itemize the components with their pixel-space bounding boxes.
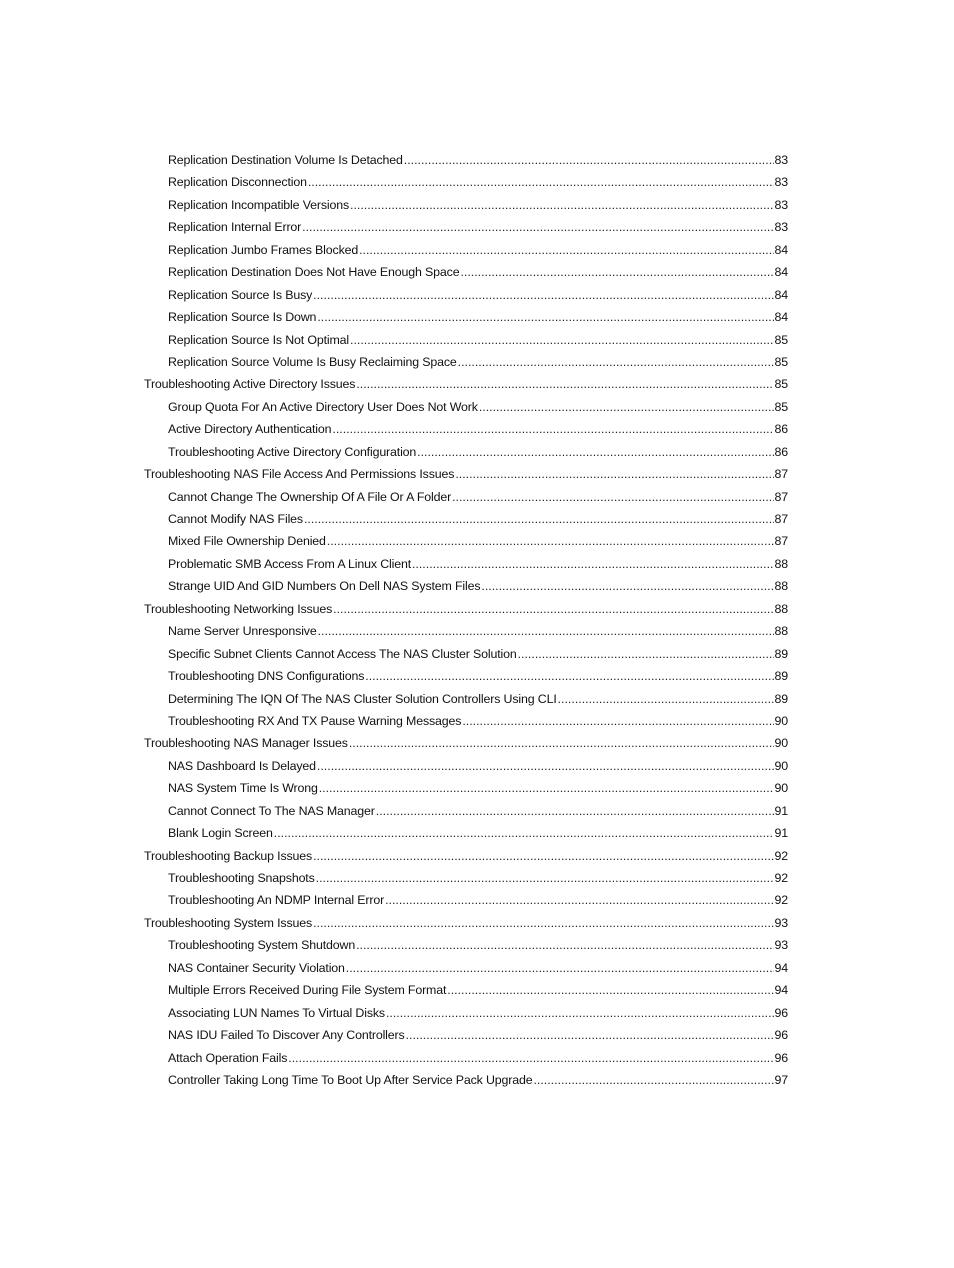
- toc-entry-page-number[interactable]: 84: [774, 265, 788, 280]
- toc-entry[interactable]: [0, 889, 788, 911]
- toc-entry-page-number[interactable]: 84: [774, 310, 788, 325]
- toc-leader-dots: [327, 530, 774, 552]
- toc-entry-page-number[interactable]: 85: [774, 354, 788, 369]
- toc-entry[interactable]: [0, 239, 788, 261]
- toc-leader-dots: [313, 284, 773, 306]
- toc-entry-title[interactable]: Replication Disconnection: [168, 171, 308, 193]
- toc-entry-page-number[interactable]: 92: [774, 848, 788, 863]
- toc-leader-dots: [317, 306, 773, 328]
- toc-entry[interactable]: [0, 732, 788, 754]
- toc-entry-page-number[interactable]: 86: [774, 444, 788, 459]
- toc-entry-title[interactable]: Troubleshooting An NDMP Internal Error: [168, 889, 385, 911]
- toc-entry[interactable]: [0, 1047, 788, 1069]
- toc-entry-title[interactable]: NAS Dashboard Is Delayed: [168, 755, 317, 777]
- toc-leader-dots: [460, 261, 773, 283]
- toc-entry-title[interactable]: Troubleshooting Networking Issues: [144, 598, 333, 620]
- toc-entry-page-number[interactable]: 91: [774, 803, 788, 818]
- toc-leader-dots: [349, 732, 774, 754]
- toc-leader-dots: [452, 486, 773, 508]
- toc-leader-dots: [274, 822, 774, 844]
- toc-leader-dots: [455, 463, 773, 485]
- toc-leader-dots: [518, 643, 774, 665]
- toc-entry-title[interactable]: Mixed File Ownership Denied: [168, 530, 327, 552]
- toc-entry-page-number[interactable]: 92: [774, 893, 788, 908]
- toc-entry-page-number[interactable]: 96: [774, 1005, 788, 1020]
- toc-entry-page-number[interactable]: 89: [774, 669, 788, 684]
- toc-entry-title[interactable]: Controller Taking Long Time To Boot Up After Service Pack Upgrade: [168, 1069, 533, 1091]
- toc-leader-dots: [376, 800, 774, 822]
- toc-entry-title[interactable]: Active Directory Authentication: [168, 418, 332, 440]
- toc-entry-page-number[interactable]: 84: [774, 242, 788, 257]
- toc-entry-title[interactable]: Troubleshooting Backup Issues: [144, 845, 313, 867]
- toc-leader-dots: [479, 396, 774, 418]
- toc-entry[interactable]: [0, 710, 788, 732]
- toc-entry-page-number[interactable]: 90: [774, 736, 788, 751]
- toc-leader-dots: [333, 598, 773, 620]
- toc-entry[interactable]: [0, 171, 788, 193]
- toc-entry-title[interactable]: Blank Login Screen: [168, 822, 274, 844]
- toc-leader-dots: [481, 575, 773, 597]
- toc-entry-title[interactable]: Specific Subnet Clients Cannot Access The NAS Cluster Solution: [168, 643, 518, 665]
- toc-leader-dots: [288, 1047, 773, 1069]
- toc-entry-title[interactable]: Replication Destination Volume Is Detached: [168, 149, 404, 171]
- toc-entry-title[interactable]: Determining The IQN Of The NAS Cluster Solution Controllers Using CLI: [168, 688, 558, 710]
- toc-entry-title[interactable]: Cannot Connect To The NAS Manager: [168, 800, 376, 822]
- toc-entry-title[interactable]: Troubleshooting Active Directory Configuration: [168, 441, 417, 463]
- toc-leader-dots: [558, 688, 774, 710]
- toc-entry[interactable]: [0, 261, 788, 283]
- toc-entry-page-number[interactable]: 91: [774, 826, 788, 841]
- toc-entry-page-number[interactable]: 86: [774, 422, 788, 437]
- toc-entry[interactable]: [0, 777, 788, 799]
- toc-entry-page-number[interactable]: 88: [774, 579, 788, 594]
- toc-leader-dots: [350, 194, 774, 216]
- toc-entry-title[interactable]: Cannot Modify NAS Files: [168, 508, 304, 530]
- toc-entry-page-number[interactable]: 94: [774, 960, 788, 975]
- toc-entry-page-number[interactable]: 84: [774, 287, 788, 302]
- toc-entry-page-number[interactable]: 85: [774, 332, 788, 347]
- toc-entry-title[interactable]: Replication Source Is Down: [168, 306, 317, 328]
- toc-leader-dots: [462, 710, 773, 732]
- toc-leader-dots: [346, 957, 774, 979]
- toc-leader-dots: [350, 329, 774, 351]
- toc-entry[interactable]: [0, 329, 788, 351]
- toc-leader-dots: [412, 553, 774, 575]
- toc-entry[interactable]: [0, 553, 788, 575]
- toc-entry[interactable]: [0, 1069, 788, 1091]
- toc-entry[interactable]: [0, 620, 788, 642]
- toc-entry-page-number[interactable]: 88: [774, 624, 788, 639]
- toc-entry[interactable]: [0, 216, 788, 238]
- toc-leader-dots: [356, 373, 773, 395]
- toc-entry[interactable]: [0, 598, 788, 620]
- toc-entry-page-number[interactable]: 96: [774, 1028, 788, 1043]
- toc-entry[interactable]: [0, 912, 788, 934]
- toc-entry-title[interactable]: Replication Incompatible Versions: [168, 194, 350, 216]
- toc-entry-page-number[interactable]: 83: [774, 197, 788, 212]
- toc-leader-dots: [533, 1069, 773, 1091]
- toc-entry[interactable]: [0, 396, 788, 418]
- toc-entry-title[interactable]: Replication Destination Does Not Have Enough Space: [168, 261, 460, 283]
- toc-leader-dots: [386, 1002, 774, 1024]
- toc-entry-page-number[interactable]: 85: [774, 399, 788, 414]
- toc-leader-dots: [318, 620, 774, 642]
- toc-entry-page-number[interactable]: 92: [774, 871, 788, 885]
- toc-entry-page-number[interactable]: 96: [774, 1050, 788, 1065]
- toc-entry[interactable]: [0, 149, 788, 171]
- toc-entry[interactable]: [0, 486, 788, 508]
- toc-entry-page-number[interactable]: 83: [774, 175, 788, 190]
- toc-entry[interactable]: [0, 822, 788, 844]
- toc-entry[interactable]: [0, 755, 788, 777]
- toc-entry-title[interactable]: Troubleshooting Snapshots: [168, 867, 316, 889]
- toc-entry-title[interactable]: Associating LUN Names To Virtual Disks: [168, 1002, 386, 1024]
- toc-entry[interactable]: [0, 463, 788, 485]
- toc-entry-page-number[interactable]: 87: [774, 512, 788, 526]
- toc-entry-title[interactable]: Replication Source Is Not Optimal: [168, 329, 350, 351]
- toc-entry-page-number[interactable]: 85: [774, 377, 788, 392]
- toc-leader-dots: [404, 149, 774, 171]
- toc-entry-title[interactable]: Attach Operation Fails: [168, 1047, 288, 1069]
- table-of-contents: [0, 149, 954, 1091]
- toc-leader-dots: [365, 665, 773, 687]
- toc-entry[interactable]: [0, 665, 788, 687]
- toc-entry-title[interactable]: Troubleshooting DNS Configurations: [168, 665, 365, 687]
- toc-entry[interactable]: [0, 1024, 788, 1046]
- toc-entry-page-number[interactable]: 90: [774, 781, 788, 796]
- toc-entry-title[interactable]: Group Quota For An Active Directory User Does Not Work: [168, 396, 479, 418]
- toc-entry[interactable]: [0, 351, 788, 373]
- toc-entry-title[interactable]: Troubleshooting Active Directory Issues: [144, 373, 356, 395]
- toc-entry-title[interactable]: Troubleshooting System Issues: [144, 912, 313, 934]
- toc-entry-title[interactable]: Troubleshooting NAS File Access And Permissions Issues: [144, 463, 455, 485]
- toc-leader-dots: [447, 979, 773, 1001]
- toc-entry[interactable]: [0, 194, 788, 216]
- toc-entry[interactable]: [0, 979, 788, 1001]
- toc-leader-dots: [356, 934, 773, 956]
- toc-leader-dots: [304, 508, 774, 530]
- toc-entry[interactable]: [0, 508, 788, 530]
- toc-entry[interactable]: [0, 575, 788, 597]
- toc-entry-page-number[interactable]: 94: [774, 983, 788, 998]
- toc-entry[interactable]: [0, 306, 788, 328]
- toc-leader-dots: [302, 216, 773, 238]
- toc-entry-page-number[interactable]: 89: [774, 646, 788, 661]
- toc-entry-title[interactable]: Multiple Errors Received During File System Format: [168, 979, 447, 1001]
- toc-entry-title[interactable]: Replication Internal Error: [168, 216, 302, 238]
- toc-leader-dots: [385, 889, 773, 911]
- toc-leader-dots: [332, 418, 773, 440]
- toc-entry-page-number[interactable]: 97: [774, 1072, 788, 1087]
- toc-entry[interactable]: [0, 1002, 788, 1024]
- toc-entry-title[interactable]: NAS IDU Failed To Discover Any Controllers: [168, 1024, 406, 1046]
- toc-leader-dots: [458, 351, 774, 373]
- toc-entry-title[interactable]: Troubleshooting RX And TX Pause Warning Messages: [168, 710, 462, 732]
- toc-entry[interactable]: [0, 867, 788, 889]
- toc-entry[interactable]: [0, 800, 788, 822]
- toc-entry-title[interactable]: Name Server Unresponsive: [168, 620, 318, 642]
- toc-entry-page-number[interactable]: 83: [774, 153, 788, 167]
- toc-entry-title[interactable]: Problematic SMB Access From A Linux Client: [168, 553, 412, 575]
- toc-entry-page-number[interactable]: 87: [774, 467, 788, 482]
- toc-entry-page-number[interactable]: 87: [774, 534, 788, 549]
- toc-leader-dots: [417, 441, 773, 463]
- toc-entry[interactable]: [0, 418, 788, 440]
- toc-leader-dots: [313, 912, 773, 934]
- toc-entry-title[interactable]: Troubleshooting System Shutdown: [168, 934, 356, 956]
- toc-leader-dots: [308, 171, 774, 193]
- toc-entry-title[interactable]: Replication Source Is Busy: [168, 284, 313, 306]
- toc-entry[interactable]: [0, 373, 788, 395]
- toc-entry-page-number[interactable]: 93: [774, 915, 788, 930]
- toc-entry[interactable]: [0, 934, 788, 956]
- toc-entry-title[interactable]: Troubleshooting NAS Manager Issues: [144, 732, 349, 754]
- toc-entry[interactable]: [0, 688, 788, 710]
- toc-entry-title[interactable]: NAS System Time Is Wrong: [168, 777, 319, 799]
- toc-entry-page-number[interactable]: 88: [774, 556, 788, 571]
- toc-entry[interactable]: [0, 441, 788, 463]
- toc-entry-title[interactable]: Strange UID And GID Numbers On Dell NAS System Files: [168, 575, 481, 597]
- toc-entry[interactable]: [0, 957, 788, 979]
- toc-entry-page-number[interactable]: 90: [774, 758, 788, 773]
- toc-entry[interactable]: [0, 530, 788, 552]
- toc-entry-page-number[interactable]: 88: [774, 601, 788, 616]
- toc-leader-dots: [316, 867, 774, 889]
- toc-leader-dots: [319, 777, 774, 799]
- toc-entry[interactable]: [0, 284, 788, 306]
- toc-entry-title[interactable]: Cannot Change The Ownership Of A File Or A Folder: [168, 486, 452, 508]
- toc-entry-title[interactable]: NAS Container Security Violation: [168, 957, 346, 979]
- toc-entry-page-number[interactable]: 87: [774, 489, 788, 504]
- toc-entry-page-number[interactable]: 89: [774, 691, 788, 706]
- toc-entry-page-number[interactable]: 90: [774, 713, 788, 728]
- toc-leader-dots: [313, 845, 773, 867]
- toc-leader-dots: [359, 239, 773, 261]
- toc-entry-page-number[interactable]: 93: [774, 938, 788, 953]
- toc-entry-title[interactable]: Replication Source Volume Is Busy Reclaiming Space: [168, 351, 458, 373]
- toc-leader-dots: [406, 1024, 774, 1046]
- toc-entry[interactable]: [0, 643, 788, 665]
- toc-entry-page-number[interactable]: 83: [774, 220, 788, 235]
- toc-entry[interactable]: [0, 845, 788, 867]
- toc-entry-title[interactable]: Replication Jumbo Frames Blocked: [168, 239, 359, 261]
- toc-leader-dots: [317, 755, 774, 777]
